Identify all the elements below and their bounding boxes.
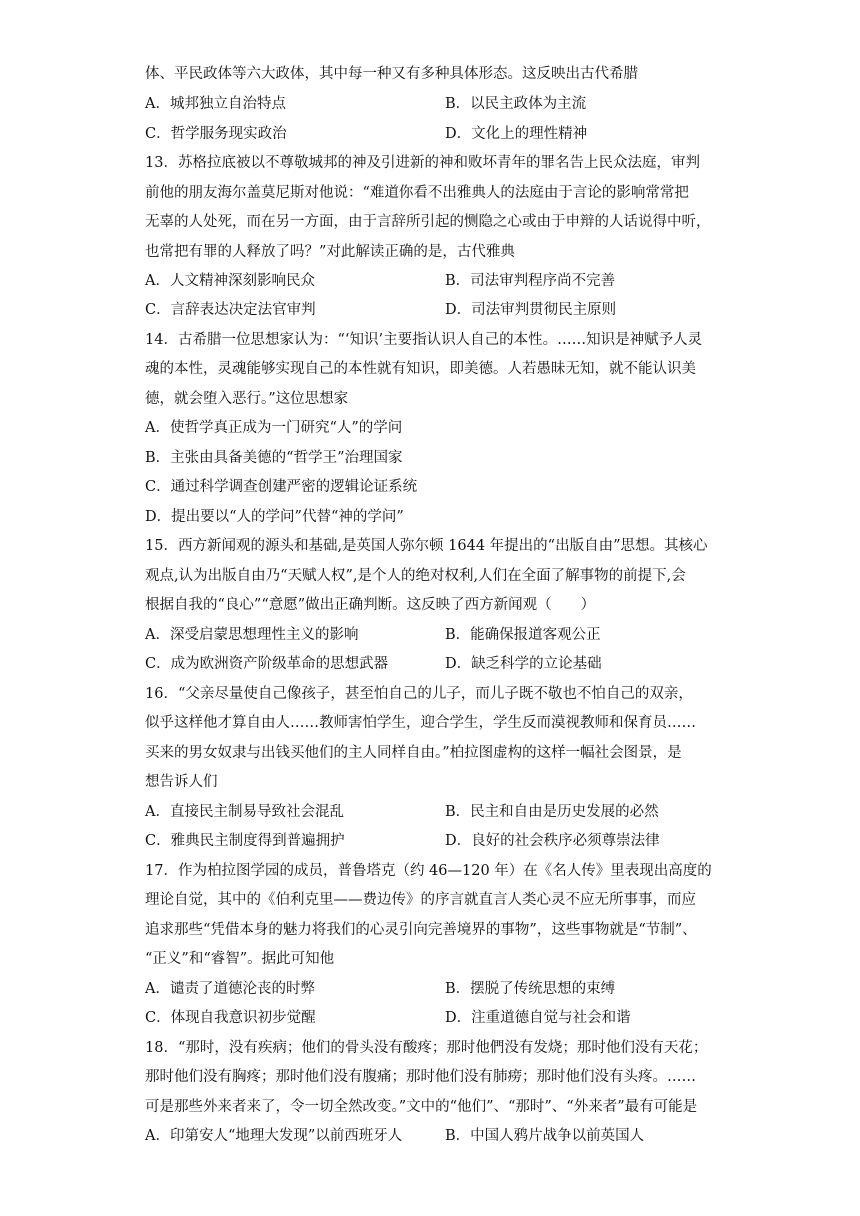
q16-stem-line: 想告诉人们 <box>145 774 218 790</box>
q14-stem-line: 魂的本性，灵魂能够实现自己的本性就有知识，即美德。人若愚昧无知，就不能认识美 <box>145 361 696 377</box>
q15-stem-line: 15．西方新闻观的源头和基础,是英国人弥尔顿 1644 年提出的“出版自由”思想。其核心 <box>145 538 708 554</box>
q12-option-a: A．城邦独立自治特点 <box>145 96 286 112</box>
q13-option-c: C．言辞表达决定法官审判 <box>145 302 316 318</box>
q18-option-b: B．中国人鸦片战争以前英国人 <box>445 1128 645 1144</box>
q15-option-b: B．能确保报道客观公正 <box>445 627 601 643</box>
q15-option-c: C．成为欧洲资产阶级革命的思想武器 <box>145 656 389 672</box>
q15-option-d: D．缺乏科学的立论基础 <box>445 656 602 672</box>
q17-stem-line: 17．作为柏拉图学园的成员，普鲁塔克（约 46—120 年）在《名人传》里表现出高度的 <box>145 863 712 879</box>
q17-option-a: A．谴责了道德沦丧的时弊 <box>145 981 315 997</box>
q13-stem-line: 也常把有罪的人释放了吗？”对此解读正确的是，古代雅典 <box>145 244 515 260</box>
q13-option-a: A．人文精神深刻影响民众 <box>145 273 315 289</box>
q12-option-c: C．哲学服务现实政治 <box>145 126 287 142</box>
q16-option-b: B．民主和自由是历史发展的必然 <box>445 804 659 820</box>
q16-option-a: A．直接民主制易导致社会混乱 <box>145 804 344 820</box>
q14-stem-line: 14．古希腊一位思想家认为：“‘知识’主要指认识人自己的本性。……知识是神赋予人灵 <box>145 332 703 348</box>
q12-option-b: B．以民主政体为主流 <box>445 96 587 112</box>
q15-stem-line: 根据自我的“良心”“意愿”做出正确判断。这反映了西方新闻观（ ） <box>145 597 596 613</box>
q18-stem-line: 那时他们没有胸疼；那时他们没有腹痛；那时他们没有肺痨；那时他们没有头疼。…… <box>145 1069 696 1085</box>
q17-option-c: C．体现自我意识初步觉醒 <box>145 1010 316 1026</box>
q13-stem-line: 前他的朋友海尔盖莫尼斯对他说：“难道你看不出雅典人的法庭由于言论的影响常常把 <box>145 185 689 201</box>
q14-option-b: B．主张由具备美德的“哲学王”治理国家 <box>145 450 403 466</box>
q13-option-b: B．司法审判程序尚不完善 <box>445 273 616 289</box>
q18-stem-line: 可是那些外来者来了，令一切全然改变。”文中的“他们”、“那时”、“外来者”最有可能是 <box>145 1099 698 1115</box>
q16-option-d: D．良好的社会秩序必须尊崇法律 <box>445 833 660 849</box>
q13-stem-line: 无辜的人处死，而在另一方面，由于言辞所引起的恻隐之心或由于申辩的人话说得中听， <box>145 214 711 230</box>
q18-stem-line: 18．“那时，没有疾病；他们的骨头没有酸疼；那时他們没有发烧；那时他们没有天花； <box>145 1040 708 1056</box>
q13-stem-line: 13．苏格拉底被以不尊敬城邦的神及引进新的神和败坏青年的罪名告上民众法庭，审判 <box>145 155 700 171</box>
q12-option-d: D．文化上的理性精神 <box>445 126 588 142</box>
q14-stem-line: 德，就会堕入恶行。”这位思想家 <box>145 391 349 407</box>
q18-option-a: A．印第安人“地理大发现”以前西班牙人 <box>145 1128 403 1144</box>
q13-option-d: D．司法审判贯彻民主原则 <box>445 302 617 318</box>
q15-stem-line: 观点,认为出版自由乃“天赋人权”,是个人的绝对权利,人们在全面了解事物的前提下,会 <box>145 568 686 584</box>
q17-option-b: B．摆脱了传统思想的束缚 <box>445 981 616 997</box>
q14-option-c: C．通过科学调查创建严密的逻辑论证系统 <box>145 479 418 495</box>
q14-option-d: D．提出要以“人的学问”代替“神的学问” <box>145 509 404 525</box>
q16-stem-line: 买来的男女奴隶与出钱买他们的主人同样自由。”柏拉图虚构的这样一幅社会图景，是 <box>145 745 682 761</box>
q16-option-c: C．雅典民主制度得到普遍拥护 <box>145 833 345 849</box>
question-12-stem-continuation: 体、平民政体等六大政体，其中每一种又有多种具体形态。这反映出古代希腊 <box>145 66 638 82</box>
q17-stem-line: 追求那些“凭借本身的魅力将我们的心灵引向完善境界的事物”，这些事物就是“节制”、 <box>145 922 697 938</box>
q17-option-d: D．注重道德自觉与社会和谐 <box>445 1010 631 1026</box>
q16-stem-line: 16．“父亲尽量使自己像孩子，甚至怕自己的儿子，而儿子既不敬也不怕自己的双亲， <box>145 686 693 702</box>
q16-stem-line: 似乎这样他才算自由人……教师害怕学生，迎合学生，学生反而漠视教师和保育员…… <box>145 715 696 731</box>
q14-option-a: A．使哲学真正成为一门研究“人”的学问 <box>145 420 403 436</box>
q17-stem-line: “正义”和“睿智”。据此可知他 <box>145 951 335 967</box>
q15-option-a: A．深受启蒙思想理性主义的影响 <box>145 627 359 643</box>
q17-stem-line: 理论自觉，其中的《伯利克里——费边传》的序言就直言人类心灵不应无所事事，而应 <box>145 892 696 908</box>
